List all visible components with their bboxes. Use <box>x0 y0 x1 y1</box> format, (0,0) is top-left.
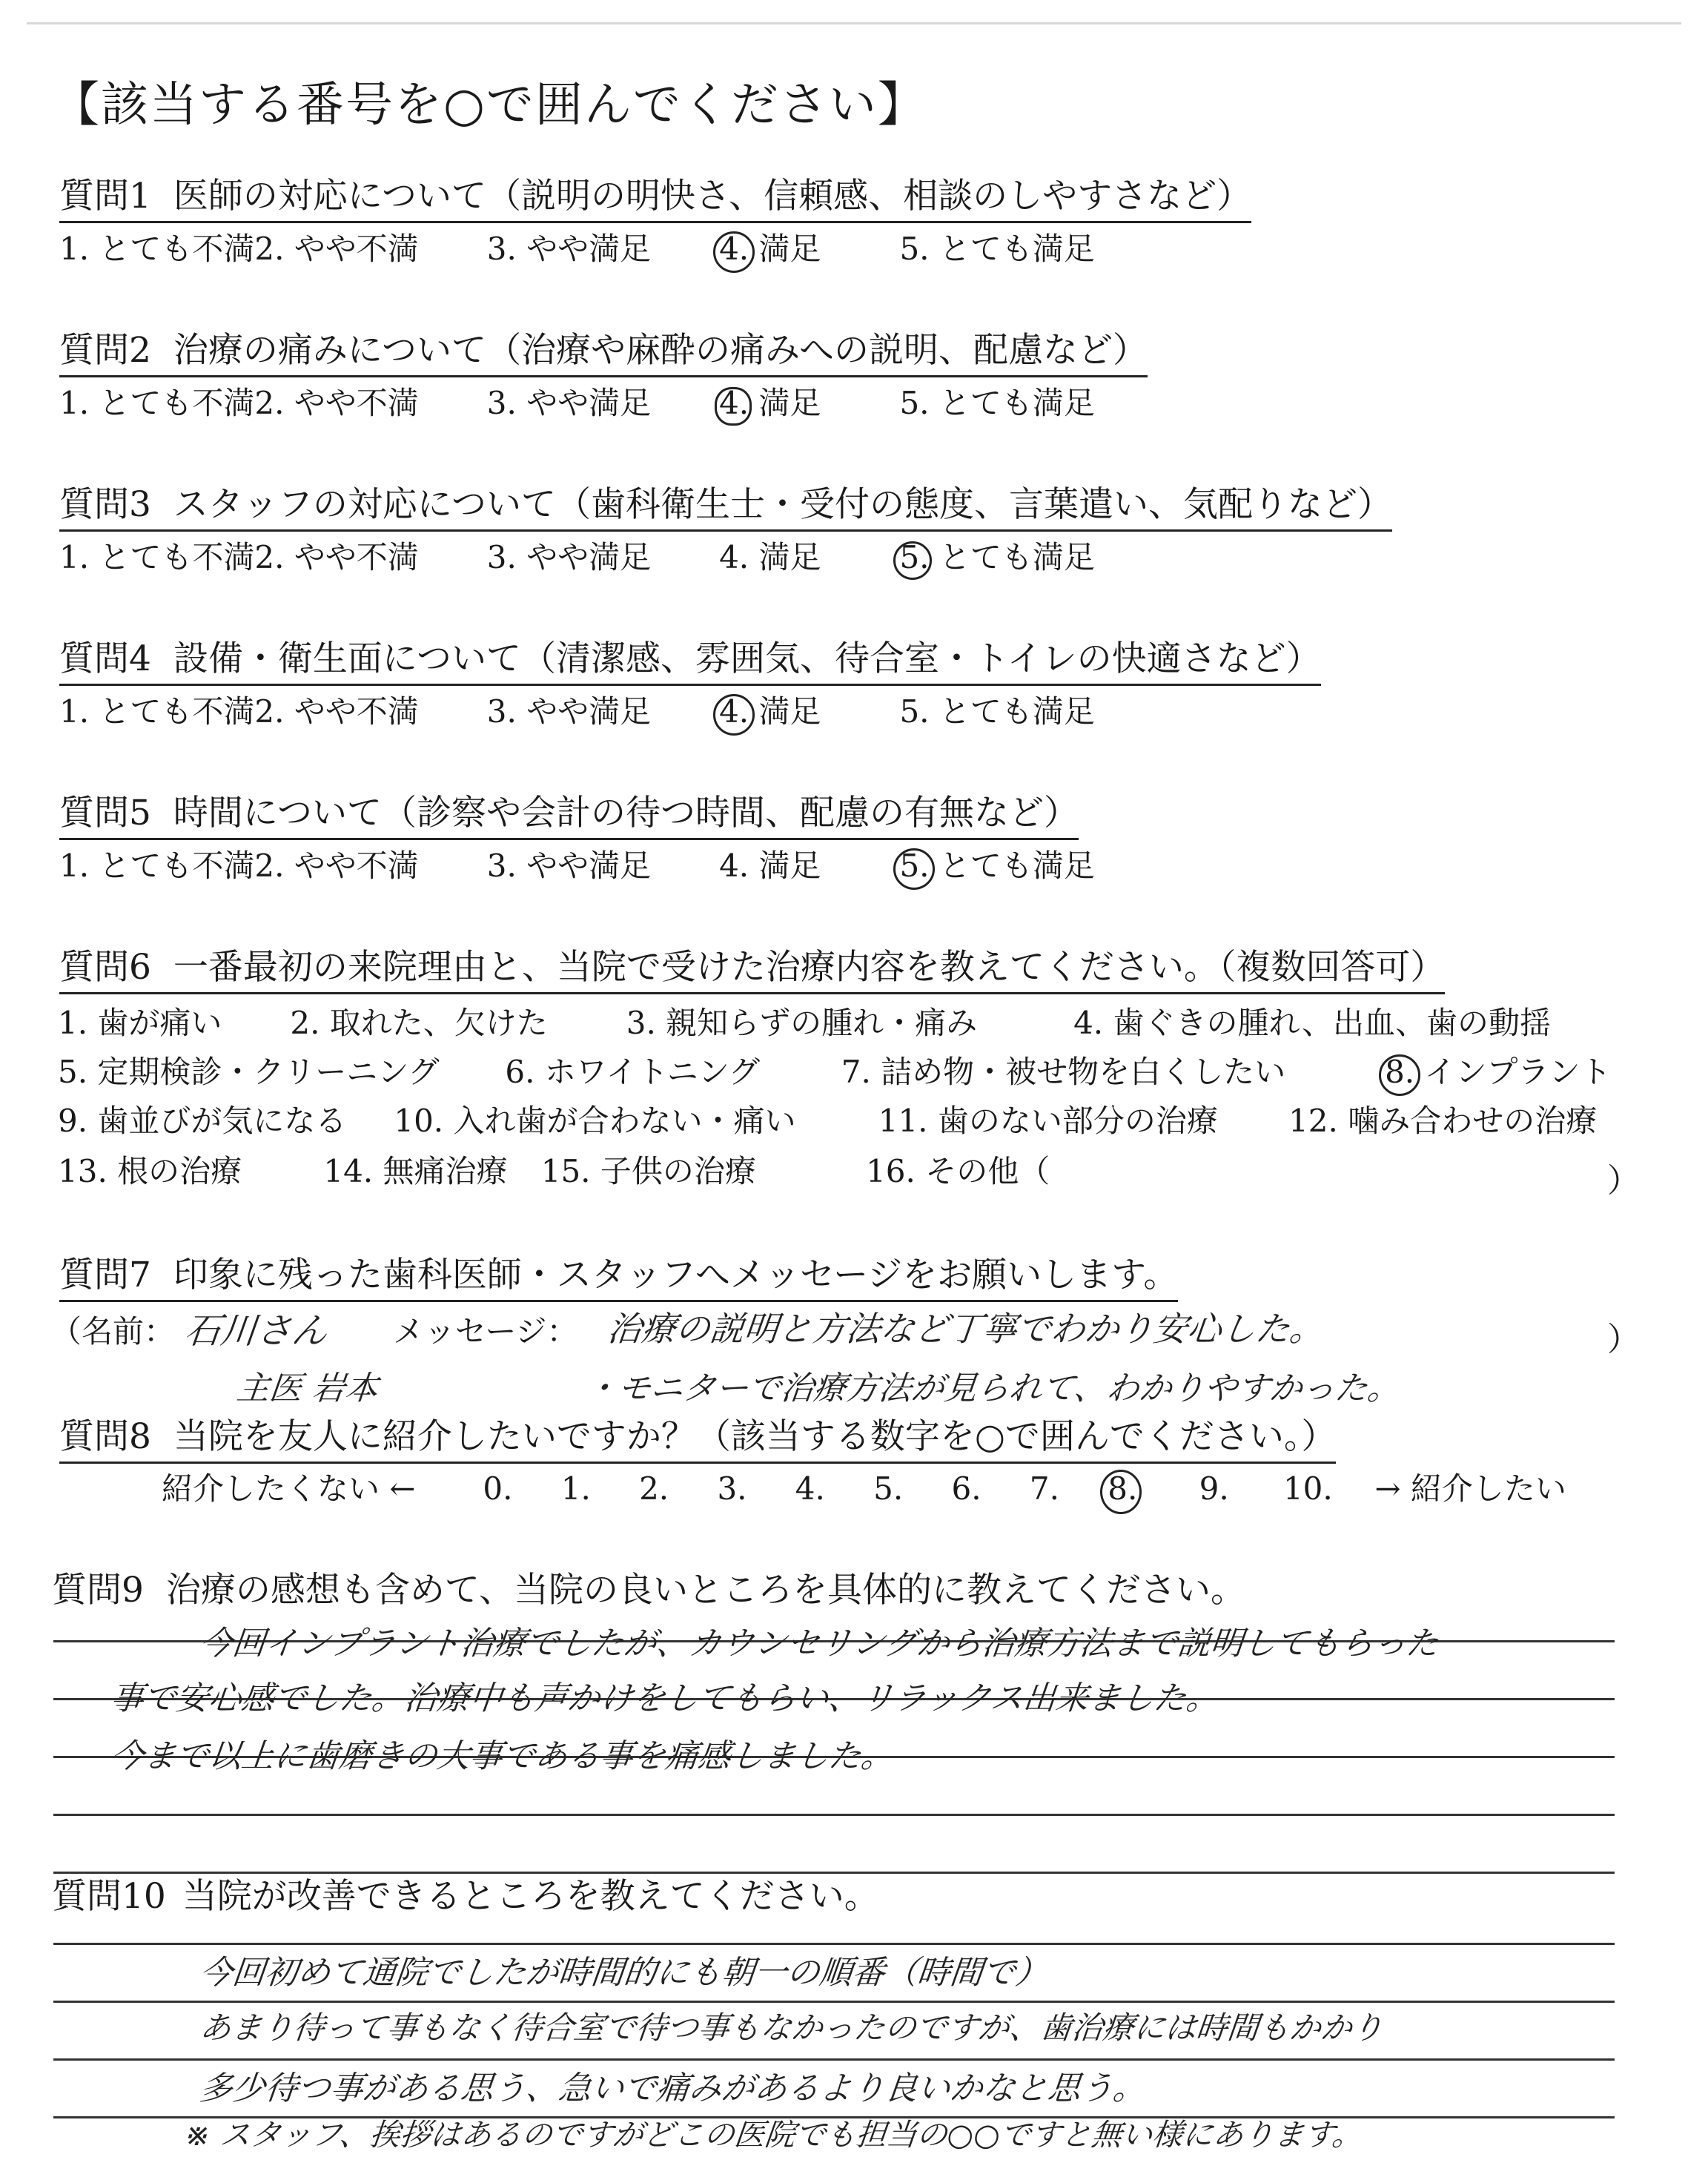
name-label: （名前： <box>50 1313 176 1350</box>
question-number: 質問2 <box>59 330 151 371</box>
question-number: 質問10 <box>52 1876 166 1917</box>
question-6-row-1 <box>58 1003 1551 1044</box>
question-text: スタッフの対応について（歯科衛生士・受付の態度、言葉遣い、気配りなど） <box>173 484 1392 525</box>
question-1-options <box>59 228 1095 270</box>
selection-circle <box>1379 1054 1420 1096</box>
improvement-handwriting-line-1: 今回初めて通院でしたが時間的にも朝一の順番（時間で） <box>197 1954 1050 1992</box>
option-3[interactable]: 3. やや満足 <box>486 539 652 575</box>
question-6-row-4 <box>58 1151 1050 1192</box>
question-number: 質問5 <box>59 793 151 833</box>
question-number: 質問9 <box>52 1570 144 1611</box>
option-3[interactable]: 3. やや満足 <box>486 385 652 421</box>
scale-8[interactable]: 8. <box>1108 1468 1189 1510</box>
message-label: メッセージ： <box>393 1313 578 1350</box>
scale-3[interactable]: 3. <box>717 1470 747 1507</box>
question-text: 一番最初の来院理由と、当院で受けた治療内容を教えてください。（複数回答可） <box>173 947 1446 988</box>
option-1[interactable]: 1. とても不満 <box>59 231 255 267</box>
name-handwriting-line-2: 主医 岩本 <box>234 1370 380 1407</box>
question-10-title <box>52 1875 879 1919</box>
question-text: 当院が改善できるところを教えてください。 <box>182 1876 879 1917</box>
question-number: 質問4 <box>59 638 151 679</box>
message-handwriting-line-2: ・モニターで治療方法が見られて、わかりやすかった。 <box>583 1370 1403 1407</box>
question-8-title <box>59 1415 1336 1459</box>
question-5-title <box>59 791 1079 836</box>
option-5[interactable]: 5. とても満足 <box>899 693 1095 730</box>
option-5[interactable]: 5. とても満足 <box>899 385 1095 421</box>
selection-circle <box>715 387 752 426</box>
question-1-title <box>59 174 1251 219</box>
option-1[interactable]: 1. とても不満 <box>59 539 255 575</box>
message-handwriting-line-1: 治療の説明と方法など丁寧でわかり安心した。 <box>605 1309 1326 1349</box>
option-15[interactable]: 15. 子供の治療 <box>540 1153 756 1189</box>
option-2[interactable]: 2. やや不満 <box>254 231 419 267</box>
answer-line <box>53 1872 1615 1874</box>
option-14[interactable]: 14. 無痛治療 <box>323 1153 508 1189</box>
scale-4[interactable]: 4. <box>795 1470 825 1507</box>
option-12[interactable]: 12. 噛み合わせの治療 <box>1288 1103 1598 1139</box>
question-9-title <box>52 1568 1245 1613</box>
question-4-title <box>59 637 1321 681</box>
scale-1[interactable]: 1. <box>560 1470 591 1507</box>
answer-line <box>53 1943 1615 1945</box>
scale-10[interactable]: 10. <box>1282 1470 1333 1507</box>
question-6-title <box>59 945 1445 990</box>
question-5-options <box>59 845 1095 887</box>
option-1[interactable]: 1. とても不満 <box>59 848 255 884</box>
option-4[interactable]: 4. 満足 <box>719 848 821 884</box>
option-1[interactable]: 1. 歯が痛い <box>58 1005 222 1041</box>
question-text: 印象に残った歯科医師・スタッフへメッセージをお願いします。 <box>173 1255 1179 1295</box>
title-underline <box>59 684 1321 686</box>
scale-7[interactable]: 7. <box>1029 1470 1059 1507</box>
option-5[interactable]: 5. とても満足 <box>899 537 1094 578</box>
answer-line <box>53 2058 1615 2061</box>
improvement-handwriting-line-2: あまり待って事もなく待合室で待つ事もなかったのですが、歯治療には時間もかかり <box>198 2009 1386 2046</box>
question-text: 時間について（診察や会計の待つ時間、配慮の有無など） <box>173 793 1079 833</box>
title-underline <box>59 1462 1336 1464</box>
question-2-options <box>59 383 1095 424</box>
option-4[interactable]: 4. 満足 <box>719 539 821 575</box>
question-8-scale <box>162 1468 1566 1510</box>
question-number: 質問3 <box>59 484 151 525</box>
question-6-row-2 <box>58 1051 1612 1093</box>
question-4-options <box>59 691 1095 733</box>
question-text: 設備・衛生面について（清潔感、雰囲気、待合室・トイレの快適さなど） <box>173 638 1321 679</box>
scale-2[interactable]: 2. <box>639 1470 669 1507</box>
question-number: 質問6 <box>59 947 151 988</box>
question-text: 当院を友人に紹介したいですか？（該当する数字を○で囲んでください。） <box>173 1416 1337 1457</box>
top-border <box>27 22 1681 24</box>
option-5[interactable]: 5. 定期検診・クリーニング <box>58 1054 440 1090</box>
option-5[interactable]: 5. とても満足 <box>899 231 1095 267</box>
option-3[interactable]: 3. やや満足 <box>486 693 652 730</box>
improvement-handwriting-line-4: ※ スタッフ、挨拶はあるのですがどこの医院でも担当の○○ですと無い様にあります。 <box>183 2117 1365 2153</box>
title-underline <box>59 838 1079 840</box>
question-number: 質問7 <box>59 1255 151 1295</box>
title-underline <box>59 529 1392 532</box>
option-4[interactable]: 4. 歯ぐきの腫れ、出血、歯の動揺 <box>1073 1005 1552 1041</box>
answer-line <box>53 2001 1615 2003</box>
option-2[interactable]: 2. 取れた、欠けた <box>290 1005 548 1041</box>
question-text: 治療の感想も含めて、当院の良いところを具体的に教えてください。 <box>165 1570 1245 1611</box>
improvement-handwriting-line-3: 多少待つ事がある思う、急いで痛みがあるより良いかなと思う。 <box>197 2070 1148 2107</box>
option-9[interactable]: 9. 歯並びが気になる <box>58 1103 347 1139</box>
question-6-row-3 <box>58 1100 1597 1142</box>
scale-6[interactable]: 6. <box>951 1470 982 1507</box>
answer-handwriting-line-3: 今まで以上に歯磨きの大事である事を痛感しました。 <box>108 1737 896 1775</box>
option-4[interactable]: 4. 満足 <box>719 691 890 733</box>
option-1[interactable]: 1. とても不満 <box>59 385 255 421</box>
option-4[interactable]: 4. 満足 <box>719 383 890 424</box>
question-7-title <box>59 1253 1178 1298</box>
other-close-paren: ） <box>1607 1162 1640 1200</box>
option-3[interactable]: 3. やや満足 <box>486 231 652 267</box>
option-10[interactable]: 10. 入れ歯が合わない・痛い <box>394 1103 796 1139</box>
scale-0[interactable]: 0. <box>483 1470 513 1507</box>
answer-line <box>53 1814 1615 1816</box>
option-2[interactable]: 2. やや不満 <box>254 848 419 884</box>
option-1[interactable]: 1. とても不満 <box>59 693 255 730</box>
question-text: 治療の痛みについて（治療や麻酔の痛みへの説明、配慮など） <box>173 330 1148 371</box>
option-13[interactable]: 13. 根の治療 <box>58 1153 242 1189</box>
option-2[interactable]: 2. やや不満 <box>254 539 419 575</box>
scale-right-label: → 紹介したい <box>1374 1470 1566 1507</box>
answer-handwriting-line-1: 今回インプラント治療でしたが、カウンセリングから治療方法まで説明してもらった <box>197 1625 1441 1662</box>
option-11[interactable]: 11. 歯のない部分の治療 <box>878 1103 1218 1139</box>
question-2-title <box>59 328 1148 373</box>
option-8[interactable]: 8. インプラント <box>1385 1051 1611 1093</box>
scale-5[interactable]: 5. <box>873 1470 904 1507</box>
question-text: 医師の対応について（説明の明快さ、信頼感、相談のしやすさなど） <box>173 176 1252 217</box>
question-3-options <box>59 537 1095 578</box>
name-handwriting: 石川さん <box>182 1310 330 1352</box>
option-2[interactable]: 2. やや不満 <box>254 385 419 421</box>
selection-circle <box>713 694 755 736</box>
option-3[interactable]: 3. 親知らずの腫れ・痛み <box>626 1005 978 1041</box>
question-3-title <box>59 483 1392 527</box>
answer-handwriting-line-2: 事で安心感でした。治療中も声かけをしてもらい、リラックス出来ました。 <box>108 1680 1221 1717</box>
selection-circle <box>713 231 755 273</box>
question-number: 質問8 <box>59 1416 151 1457</box>
selection-circle <box>1100 1470 1142 1514</box>
option-5[interactable]: 5. とても満足 <box>899 845 1094 887</box>
title-underline <box>59 992 1445 994</box>
scale-9[interactable]: 9. <box>1199 1470 1229 1507</box>
option-6[interactable]: 6. ホワイトニング <box>505 1054 761 1090</box>
option-7[interactable]: 7. 詰め物・被せ物を白くしたい <box>841 1054 1286 1090</box>
option-3[interactable]: 3. やや満足 <box>486 848 652 884</box>
scale-left-label: 紹介したくない ← <box>162 1470 416 1507</box>
title-underline <box>59 221 1251 223</box>
option-16[interactable]: 16. その他（ <box>866 1153 1050 1189</box>
option-4[interactable]: 4. 満足 <box>719 228 890 270</box>
title-underline <box>59 375 1148 377</box>
message-close-paren: ） <box>1607 1321 1640 1358</box>
instruction-header: 【該当する番号を○で囲んでください】 <box>52 78 927 133</box>
question-number: 質問1 <box>59 176 151 217</box>
option-2[interactable]: 2. やや不満 <box>254 693 419 730</box>
